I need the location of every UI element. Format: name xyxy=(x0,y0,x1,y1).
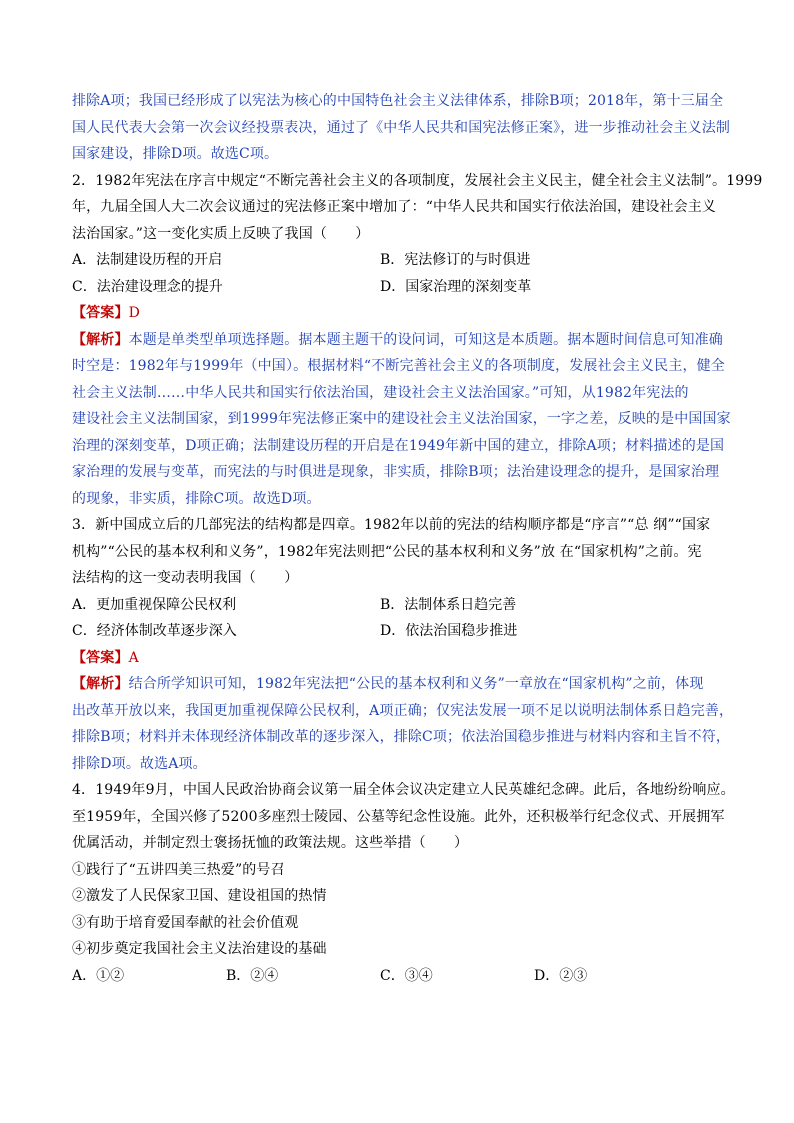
answer-line xyxy=(72,300,724,327)
answer-tag: 【答案】 xyxy=(72,305,129,321)
option-row xyxy=(72,247,724,274)
question-stem-line: 法治国家。”这一变化实质上反映了我国（ ） xyxy=(72,225,370,242)
option-a: A．①② xyxy=(72,967,125,984)
option-row xyxy=(72,963,724,990)
option-b: B．②④ xyxy=(226,967,279,984)
analysis-tag: 【解析】 xyxy=(72,331,129,348)
analysis-line: 社会主义法制……中华人民共和国实行依法治国，建设社会主义法治国家。”可知，从1982年宪法的 xyxy=(72,384,689,401)
question-3 xyxy=(72,512,734,777)
question-stem-line: 优属活动，并制定烈士褒扬抚恤的政策法规。这些举措（ ） xyxy=(72,835,469,851)
analysis-tag: 【解析】 xyxy=(72,676,129,692)
answer-value: D xyxy=(128,305,140,321)
statement-item: ③有助于培育爱国奉献的社会价值观 xyxy=(72,914,299,931)
option-c: C．③④ xyxy=(380,967,433,984)
analysis-line: 治理的深刻变革，D项正确；法制建设历程的开启是在1949年新中国的建立，排除A项；材料描述的是国 xyxy=(72,437,725,454)
option-a: A．法制建设历程的开启 xyxy=(72,252,223,268)
analysis xyxy=(72,671,734,777)
statement-item: ②激发了人民保家卫国、建设祖国的热情 xyxy=(72,888,327,904)
analysis-line: 排除B项；材料并未体现经济体制改革的逐步深入，排除C项；依法治国稳步推进与材料内容和主旨不符， xyxy=(72,729,731,745)
analysis-line xyxy=(72,327,724,354)
analysis-line: 出改革开放以来，我国更加重视保障公民权利，A项正确；仅宪法发展一项不足以说明法制体系日趋完善， xyxy=(72,702,734,719)
option-b: B．宪法修订的与时俱进 xyxy=(380,252,531,268)
analysis-line: 建设社会主义法制国家，到1999年宪法修正案中的建设社会主义法治国家，一字之差，反映的是中国国家 xyxy=(72,411,731,427)
analysis-line: 的现象，非实质，排除C项。故选D项。 xyxy=(72,490,321,507)
option-d: D．依法治国稳步推进 xyxy=(380,623,518,639)
option-a: A．更加重视保障公民权利 xyxy=(72,596,237,613)
option-d: D．②③ xyxy=(534,967,588,984)
analysis-line xyxy=(72,671,724,698)
analysis-text: 结合所学知识可知，1982年宪法把“公民的基本权利和义务”一章放在“国家机构”之前，体现 xyxy=(128,676,704,692)
question-stem-line: 机构”“公民的基本权利和义务”，1982年宪法则把“公民的基本权利和义务”放 在“国家机构”之前。宪 xyxy=(72,543,702,560)
answer-line xyxy=(72,645,724,672)
option-b: B．法制体系日趋完善 xyxy=(380,596,517,613)
question-stem-line: 3．新中国成立后的几部宪法的结构都是四章。1982年以前的宪法的结构顺序都是“序言”“总 纲”“国家 xyxy=(72,517,711,533)
answer-tag: 【答案】 xyxy=(72,649,129,666)
analysis-text: 本题是单类型单项选择题。据本题主题干的设问词，可知这是本质题。据本题时间信息可知准确 xyxy=(128,331,723,348)
analysis-line: 排除D项。故选A项。 xyxy=(72,755,207,772)
option-row xyxy=(72,592,724,619)
question-stem-line: 2．1982年宪法在序言中规定“不断完善社会主义的各项制度，发展社会主义民主，健全社会主义法制”。1999 xyxy=(72,172,763,189)
document-page xyxy=(72,88,763,989)
text-line: 国人民代表大会第一次会议经投票表决，通过了《中华人民共和国宪法修正案》，进一步推动社会主义法制 xyxy=(72,119,731,136)
question-2 xyxy=(72,168,763,513)
option-c: C．经济体制改革逐步深入 xyxy=(72,623,237,639)
question-stem-line: 法结构的这一变动表明我国（ ） xyxy=(72,570,299,586)
question-4 xyxy=(72,777,735,989)
option-c: C．法治建设理念的提升 xyxy=(72,278,223,295)
option-row xyxy=(72,274,724,301)
analysis-line: 时空是：1982年与1999年（中国）。根据材料“不断完善社会主义的各项制度，发展社会主义民主，健全 xyxy=(72,358,725,374)
analysis xyxy=(72,327,731,513)
option-d: D．国家治理的深刻变革 xyxy=(380,278,532,295)
analysis-line: 家治理的发展与变革，而宪法的与时俱进是现象，非实质，排除B项；法治建设理念的提升，是国家治理 xyxy=(72,464,720,480)
option-row xyxy=(72,618,724,645)
text-line: 国家建设，排除D项。故选C项。 xyxy=(72,146,279,162)
text-line: 排除A项；我国已经形成了以宪法为核心的中国特色社会主义法律体系，排除B项；2018年，第十三届全 xyxy=(72,93,724,109)
question-stem-line: 年，九届全国人大二次会议通过的宪法修正案中增加了：“中华人民共和国实行依法治国，建设社会主义 xyxy=(72,199,717,215)
question-stem-line: 4．1949年9月，中国人民政治协商会议第一届全体会议决定建立人民英雄纪念碑。此后，各地纷纷响应。 xyxy=(72,782,735,798)
statement-item: ①践行了“五讲四美三热爱”的号召 xyxy=(72,861,285,878)
question-stem-line: 至1959年，全国兴修了5200多座烈士陵园、公墓等纪念性设施。此外，还积极举行纪念仪式、开展拥军 xyxy=(72,808,725,825)
answer-value: A xyxy=(128,649,139,666)
statement-item: ④初步奠定我国社会主义法治建设的基础 xyxy=(72,941,327,957)
previous-analysis-continuation xyxy=(72,88,731,168)
